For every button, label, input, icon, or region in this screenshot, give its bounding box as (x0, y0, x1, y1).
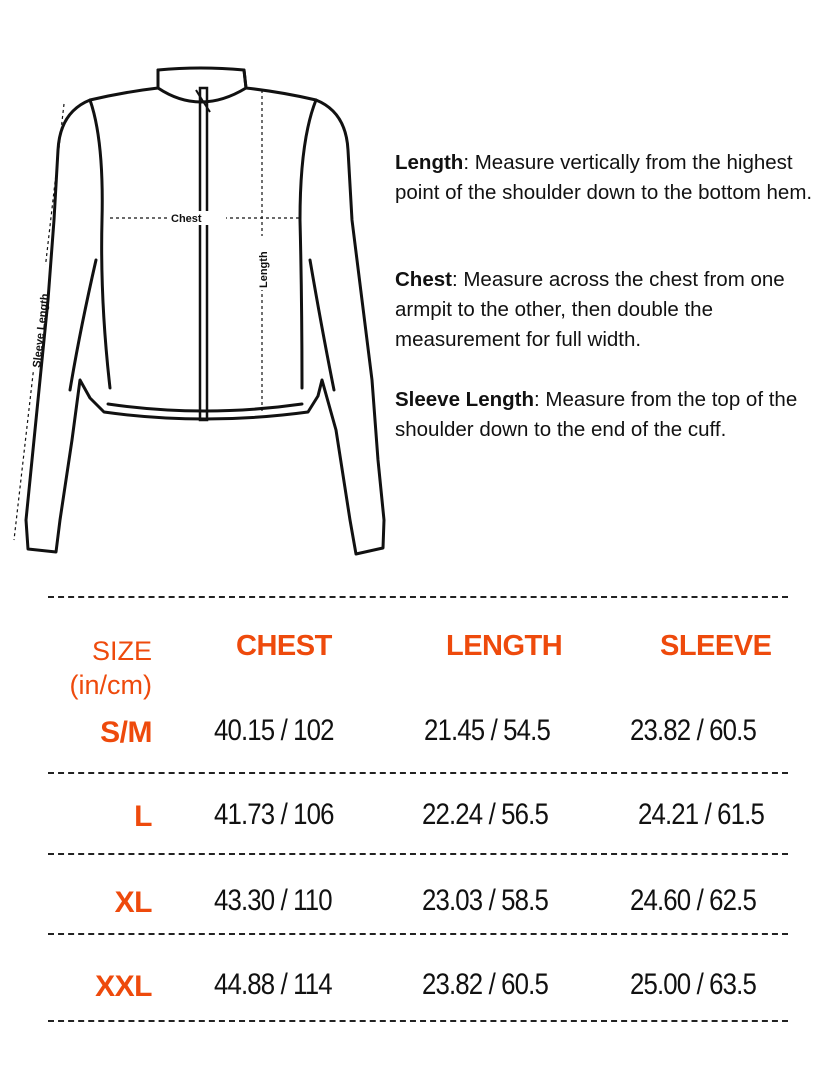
zipper (200, 88, 207, 420)
chest-label: Chest (171, 213, 202, 225)
table-rule (48, 853, 788, 855)
chest-text: : Measure across the chest from one armpit to the other, then double the measurement for full width. (395, 268, 785, 351)
length-value-sm: 21.45 / 54.5 (424, 714, 550, 747)
size-label-xxl: XXL (95, 970, 152, 1003)
jacket-diagram (0, 60, 400, 570)
length-value-xxl: 23.82 / 60.5 (422, 968, 548, 1001)
chest-value-xl: 43.30 / 110 (214, 884, 332, 917)
sleeve-description (395, 385, 825, 445)
size-label-sm: S/M (100, 716, 152, 749)
length-term: Length (395, 151, 464, 174)
chest-value-sm: 40.15 / 102 (214, 714, 334, 747)
chest-description (395, 265, 825, 355)
length-description (395, 148, 825, 208)
sleeve-value-xl: 24.60 / 62.5 (630, 884, 756, 917)
size-label-l: L (134, 800, 152, 833)
jacket-outline (26, 68, 384, 554)
length-value-xl: 23.03 / 58.5 (422, 884, 548, 917)
table-rule-top (48, 596, 788, 598)
table-rule-bottom (48, 1020, 788, 1022)
sleeve-value-xxl: 25.00 / 63.5 (630, 968, 756, 1001)
chest-term: Chest (395, 268, 452, 291)
size-label-xl: XL (114, 886, 152, 919)
sleeve-length-label: Sleeve Length (31, 292, 52, 369)
chest-value-xxl: 44.88 / 114 (214, 968, 332, 1001)
column-header-length: LENGTH (446, 630, 563, 662)
size-header: SIZE (in/cm) (69, 636, 152, 700)
sleeve-text: : Measure from the top of the shoulder down to the end of the cuff. (395, 388, 798, 441)
column-header-sleeve: SLEEVE (660, 630, 772, 662)
length-label: Length (258, 251, 270, 288)
sleeve-value-sm: 23.82 / 60.5 (630, 714, 756, 747)
table-rule (48, 772, 788, 774)
sleeve-value-l: 24.21 / 61.5 (638, 798, 764, 831)
length-value-l: 22.24 / 56.5 (422, 798, 548, 831)
sleeve-term: Sleeve Length (395, 388, 534, 411)
length-text: : Measure vertically from the highest point of the shoulder down to the bottom hem. (395, 151, 813, 204)
chest-value-l: 41.73 / 106 (214, 798, 334, 831)
column-header-chest: CHEST (236, 630, 332, 662)
table-rule (48, 933, 788, 935)
